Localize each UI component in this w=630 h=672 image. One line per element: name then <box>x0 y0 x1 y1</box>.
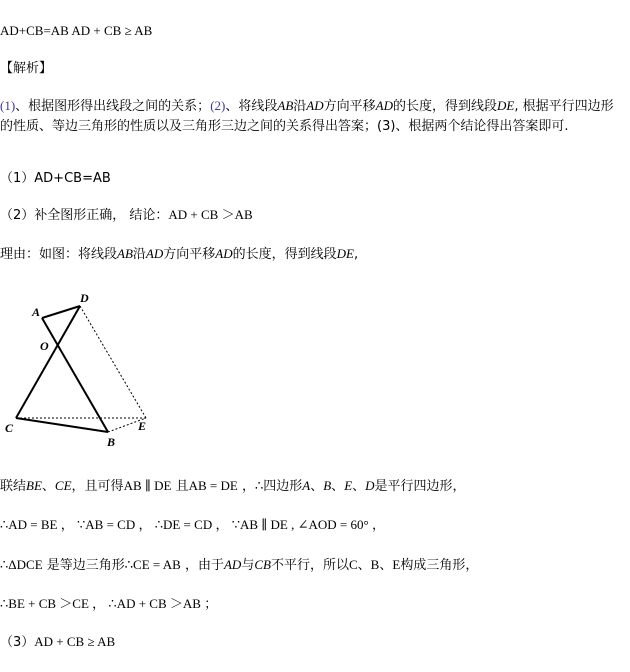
reason-text: 方向平移 <box>163 247 216 262</box>
label-B: B <box>107 435 116 448</box>
part3-label: （3） <box>0 635 35 650</box>
analysis-text: 、根据图形得出线段之间的关系； <box>15 99 211 114</box>
part2-answer <box>0 206 253 225</box>
analysis-text: 沿 <box>293 99 307 114</box>
connect-text: 、 <box>41 479 55 494</box>
analysis-text: , 根据平行四边形的性质、等边三角形的性质以及三角形三边之间的关系得出答案；(3)、根据两个结论得出答案即可. <box>0 99 614 134</box>
segment-label: AB <box>277 98 294 113</box>
analysis-paragraph <box>0 96 626 137</box>
analysis-text: 、将线段 <box>225 99 278 114</box>
point-label: D <box>365 478 375 493</box>
equal-statement: AB = DE <box>188 478 238 493</box>
label-A: A <box>32 305 41 319</box>
triangle-text: ，由于 <box>180 558 224 573</box>
connect-text: 、 <box>310 479 324 494</box>
answer-part3: AD + CB ≥ AB <box>68 23 153 38</box>
triangle-text: 不平行，所以 <box>270 558 349 573</box>
analysis-text: 方向平移 <box>323 99 376 114</box>
segment-label: AD <box>375 98 393 113</box>
point-label: E <box>392 557 401 572</box>
segment-CD <box>16 306 80 418</box>
equal-statement: CE = AB <box>133 557 181 572</box>
segment-label: CE <box>54 478 72 493</box>
segment-label: DE <box>336 246 354 261</box>
connect-text: 、 <box>331 479 345 494</box>
analysis-step2-marker: (2) <box>210 98 226 113</box>
geometry-figure <box>0 288 160 448</box>
label-E: E <box>138 419 147 433</box>
connect-text: ，且可得 <box>71 479 124 494</box>
connect-text: 是平行四边形， <box>374 479 466 494</box>
connect-line <box>0 477 466 496</box>
triangle-text: 构成三角形， <box>400 558 479 573</box>
label-O: O <box>40 339 49 353</box>
analysis-text: 的长度，得到线段 <box>392 99 497 114</box>
triangle-text: 、 <box>379 558 393 573</box>
triangle-text: 与 <box>241 558 255 573</box>
segment-label: AD <box>223 557 242 572</box>
analysis-step1-marker: (1) <box>0 98 16 113</box>
reason-text: 沿 <box>132 247 146 262</box>
reason-text: 的长度，得到线段 <box>232 247 337 262</box>
analysis-heading: 【解析】 <box>0 61 53 76</box>
segment-label: AD <box>215 246 233 261</box>
label-D: D <box>80 291 89 305</box>
parallel-statement: AB ∥ DE <box>123 478 172 493</box>
triangle-text: 是等边三角形∴ <box>42 558 134 573</box>
segment-label: AB <box>117 246 133 261</box>
answer-summary <box>0 22 152 41</box>
triangle-text: 、 <box>357 558 371 573</box>
segment-label: DE <box>497 98 515 113</box>
answer-part1: AD+CB=AB <box>0 23 69 38</box>
reason-text: 理由：如图：将线段 <box>0 247 118 262</box>
reason-text: , <box>353 247 359 262</box>
part3-answer <box>0 633 115 652</box>
segment-label: AD <box>306 98 324 113</box>
point-label: C <box>348 557 358 572</box>
connect-text: 且 <box>171 479 189 494</box>
connect-text: 联结 <box>0 479 27 494</box>
connect-text: ，∴四边形 <box>237 479 303 494</box>
point-label: B <box>323 478 332 493</box>
part2-conclusion: AD + CB ＞AB <box>168 207 253 222</box>
triangle-statement: ∴ΔDCE <box>0 557 43 572</box>
reason-line <box>0 245 358 264</box>
inequality-line: ∴BE + CB ＞CE ， ∴AD + CB ＞AB ； <box>0 596 218 611</box>
segment-AB <box>42 318 108 432</box>
segment-CB <box>16 418 108 432</box>
part2-text: （2）补全图形正确， 结论： <box>0 208 169 223</box>
point-label: A <box>302 478 311 493</box>
point-label: E <box>344 478 353 493</box>
segment-label: BE <box>26 478 42 493</box>
part1-answer: （1）AD+CB=AB <box>0 171 111 186</box>
part3-conclusion: AD + CB ≥ AB <box>34 634 116 649</box>
segment-label: CB <box>254 557 271 572</box>
equation-line: ∴AD = BE ， ∵AB = CD ， ∴DE = CD ， ∵AB ∥ DE , ∠AOD = 60° ， <box>0 517 385 532</box>
point-label: B <box>370 557 380 572</box>
segment-label: AD <box>145 246 164 261</box>
label-C: C <box>5 421 14 435</box>
connect-text: 、 <box>352 479 366 494</box>
triangle-line <box>0 556 478 575</box>
